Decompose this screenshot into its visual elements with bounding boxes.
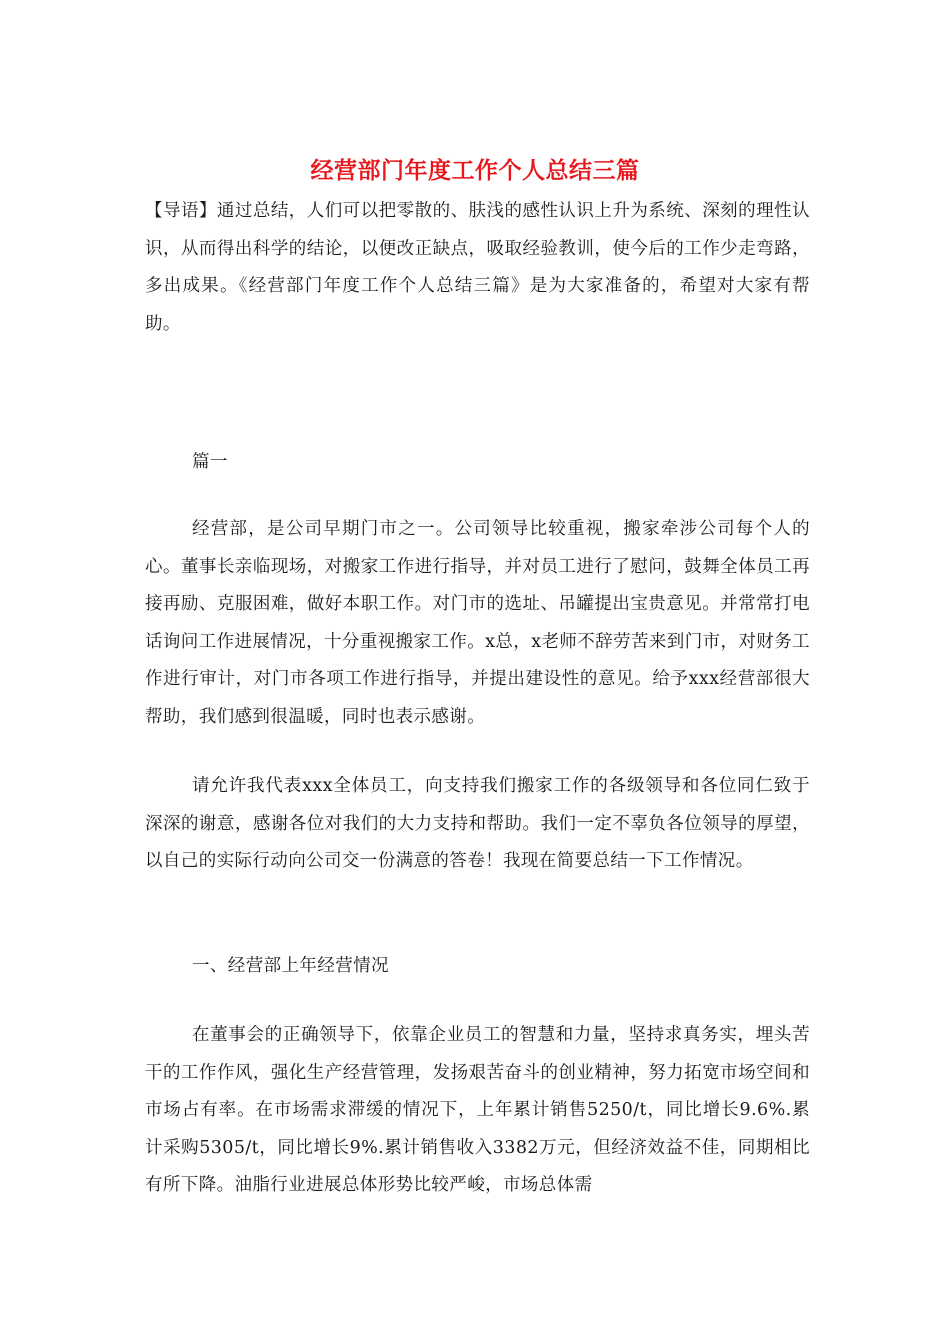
document-title: 经营部门年度工作个人总结三篇 xyxy=(310,157,640,184)
section-heading: 篇一 xyxy=(192,452,228,472)
body-paragraph: 请允许我代表xxx全体员工，向支持我们搬家工作的各级领导和各位同仁致于深深的谢意，感谢各位对我们的大力支持和帮助。我们一定不辜负各位领导的厚望，以自己的实际行动向公司交一份满意的答卷！我现在简要总结一下工作情况。 xyxy=(145,776,810,871)
intro-paragraph: 【导语】通过总结，人们可以把零散的、肤浅的感性认识上升为系统、深刻的理性认识，从而得出科学的结论，以便改正缺点，吸取经验教训，使今后的工作少走弯路，多出成果。《经营部门年度工作个人总结三篇》是为大家准备的，希望对大家有帮助。 xyxy=(145,201,810,334)
body-paragraph: 经营部，是公司早期门市之一。公司领导比较重视，搬家牵涉公司每个人的心。董事长亲临现场，对搬家工作进行指导，并对员工进行了慰问，鼓舞全体员工再接再励、克服困难，做好本职工作。对门市的选址、吊罐提出宝贵意见。并常常打电话询问工作进展情况，十分重视搬家工作。x总，x老师不辞劳苦来到门市，对财务工作进行审计，对门市各项工作进行指导，并提出建设性的意见。给予xxx经营部很大帮助，我们感到很温暖，同时也表示感谢。 xyxy=(145,519,810,727)
subsection-heading: 一、经营部上年经营情况 xyxy=(192,956,389,976)
body-paragraph: 在董事会的正确领导下，依靠企业员工的智慧和力量，坚持求真务实，埋头苦干的工作作风，强化生产经营管理，发扬艰苦奋斗的创业精神，努力拓宽市场空间和市场占有率。在市场需求滞缓的情况下，上年累计销售5250/t，同比增长9.6%.累计采购5305/t，同比增长9%.累计销售收入3382万元，但经济效益不佳，同期相比有所下降。油脂行业进展总体形势比较严峻，市场总体需 xyxy=(145,1025,810,1195)
